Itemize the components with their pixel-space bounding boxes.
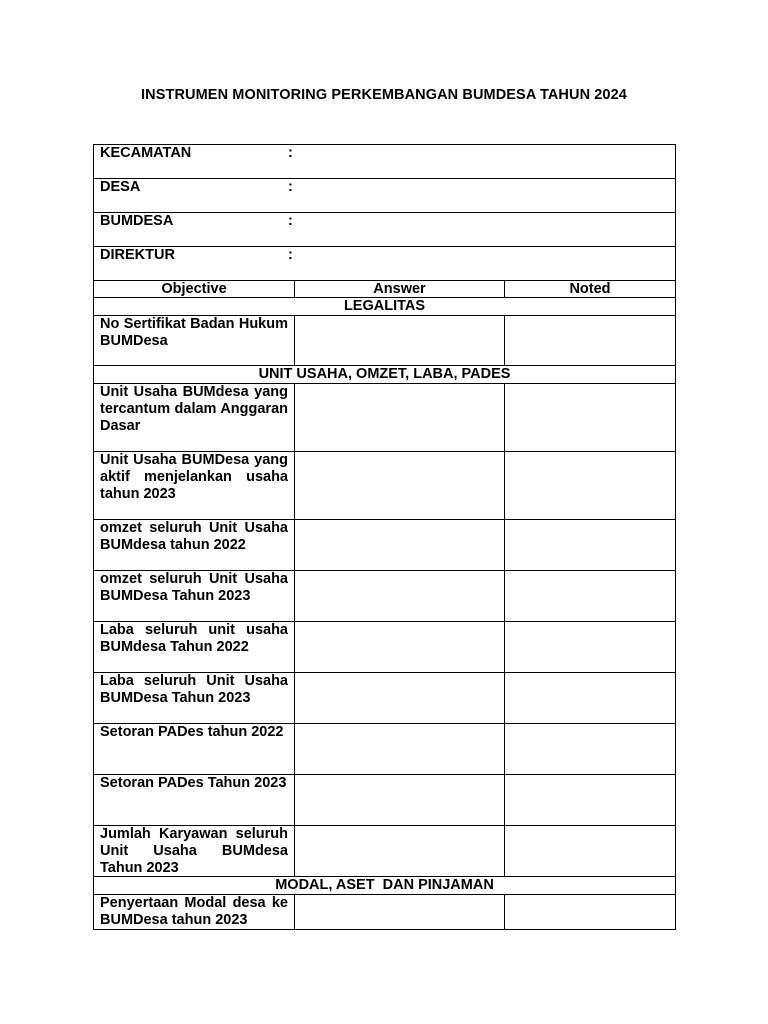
objective-cell: Unit Usaha BUMdesa yang tercantum dalam Anggaran Dasar (94, 384, 295, 452)
noted-cell[interactable] (505, 775, 676, 826)
identity-row-kecamatan (94, 145, 676, 179)
noted-cell[interactable] (505, 895, 676, 930)
noted-cell[interactable] (505, 724, 676, 775)
noted-cell[interactable] (505, 316, 676, 366)
objective-cell: No Sertifikat Badan Hukum BUMDesa (94, 316, 295, 366)
answer-cell[interactable] (295, 571, 505, 622)
monitoring-table (93, 144, 676, 930)
table-row (94, 384, 676, 452)
noted-cell[interactable] (505, 520, 676, 571)
identity-label: BUMDESA (100, 213, 174, 229)
header-objective: Objective (94, 281, 295, 298)
identity-colon: : (288, 213, 293, 229)
answer-cell[interactable] (295, 724, 505, 775)
identity-row-desa (94, 179, 676, 213)
noted-cell[interactable] (505, 384, 676, 452)
header-answer: Answer (295, 281, 505, 298)
answer-cell[interactable] (295, 384, 505, 452)
objective-cell: Setoran PADes tahun 2022 (94, 724, 295, 775)
section-header-modal (94, 877, 676, 895)
answer-cell[interactable] (295, 316, 505, 366)
answer-cell[interactable] (295, 895, 505, 930)
section-title: LEGALITAS (94, 298, 676, 316)
header-noted: Noted (505, 281, 676, 298)
answer-cell[interactable] (295, 775, 505, 826)
objective-cell: Setoran PADes Tahun 2023 (94, 775, 295, 826)
table-row (94, 826, 676, 877)
table-row (94, 673, 676, 724)
identity-cell[interactable] (94, 179, 676, 213)
section-header-unit-usaha (94, 366, 676, 384)
table-row (94, 724, 676, 775)
identity-cell[interactable] (94, 247, 676, 281)
objective-cell: Jumlah Karyawan seluruh Unit Usaha BUMdesa Tahun 2023 (94, 826, 295, 877)
identity-cell[interactable] (94, 145, 676, 179)
table-row (94, 775, 676, 826)
table-row (94, 452, 676, 520)
objective-cell: Penyertaan Modal desa ke BUMDesa tahun 2023 (94, 895, 295, 930)
identity-row-direktur (94, 247, 676, 281)
identity-row-bumdesa (94, 213, 676, 247)
answer-cell[interactable] (295, 452, 505, 520)
identity-label: KECAMATAN (100, 145, 192, 161)
noted-cell[interactable] (505, 673, 676, 724)
document-title: INSTRUMEN MONITORING PERKEMBANGAN BUMDESA TAHUN 2024 (141, 87, 627, 103)
section-title: MODAL, ASET DAN PINJAMAN (94, 877, 676, 895)
objective-cell: Laba seluruh Unit Usaha BUMDesa Tahun 2023 (94, 673, 295, 724)
answer-cell[interactable] (295, 826, 505, 877)
noted-cell[interactable] (505, 452, 676, 520)
table-row (94, 622, 676, 673)
answer-cell[interactable] (295, 520, 505, 571)
noted-cell[interactable] (505, 622, 676, 673)
objective-cell: Laba seluruh unit usaha BUMdesa Tahun 2022 (94, 622, 295, 673)
answer-cell[interactable] (295, 622, 505, 673)
table-row (94, 571, 676, 622)
identity-colon: : (288, 247, 293, 263)
identity-colon: : (288, 179, 293, 195)
section-header-legalitas (94, 298, 676, 316)
table-row (94, 520, 676, 571)
objective-cell: omzet seluruh Unit Usaha BUMDesa Tahun 2023 (94, 571, 295, 622)
table-row (94, 316, 676, 366)
identity-label: DIREKTUR (100, 247, 175, 263)
section-title: UNIT USAHA, OMZET, LABA, PADES (94, 366, 676, 384)
objective-cell: Unit Usaha BUMDesa yang aktif menjelankan usaha tahun 2023 (94, 452, 295, 520)
identity-cell[interactable] (94, 213, 676, 247)
noted-cell[interactable] (505, 826, 676, 877)
objective-cell: omzet seluruh Unit Usaha BUMdesa tahun 2022 (94, 520, 295, 571)
identity-label: DESA (100, 179, 141, 195)
identity-colon: : (288, 145, 293, 161)
table-row (94, 895, 676, 930)
table-header-row (94, 281, 676, 298)
noted-cell[interactable] (505, 571, 676, 622)
answer-cell[interactable] (295, 673, 505, 724)
